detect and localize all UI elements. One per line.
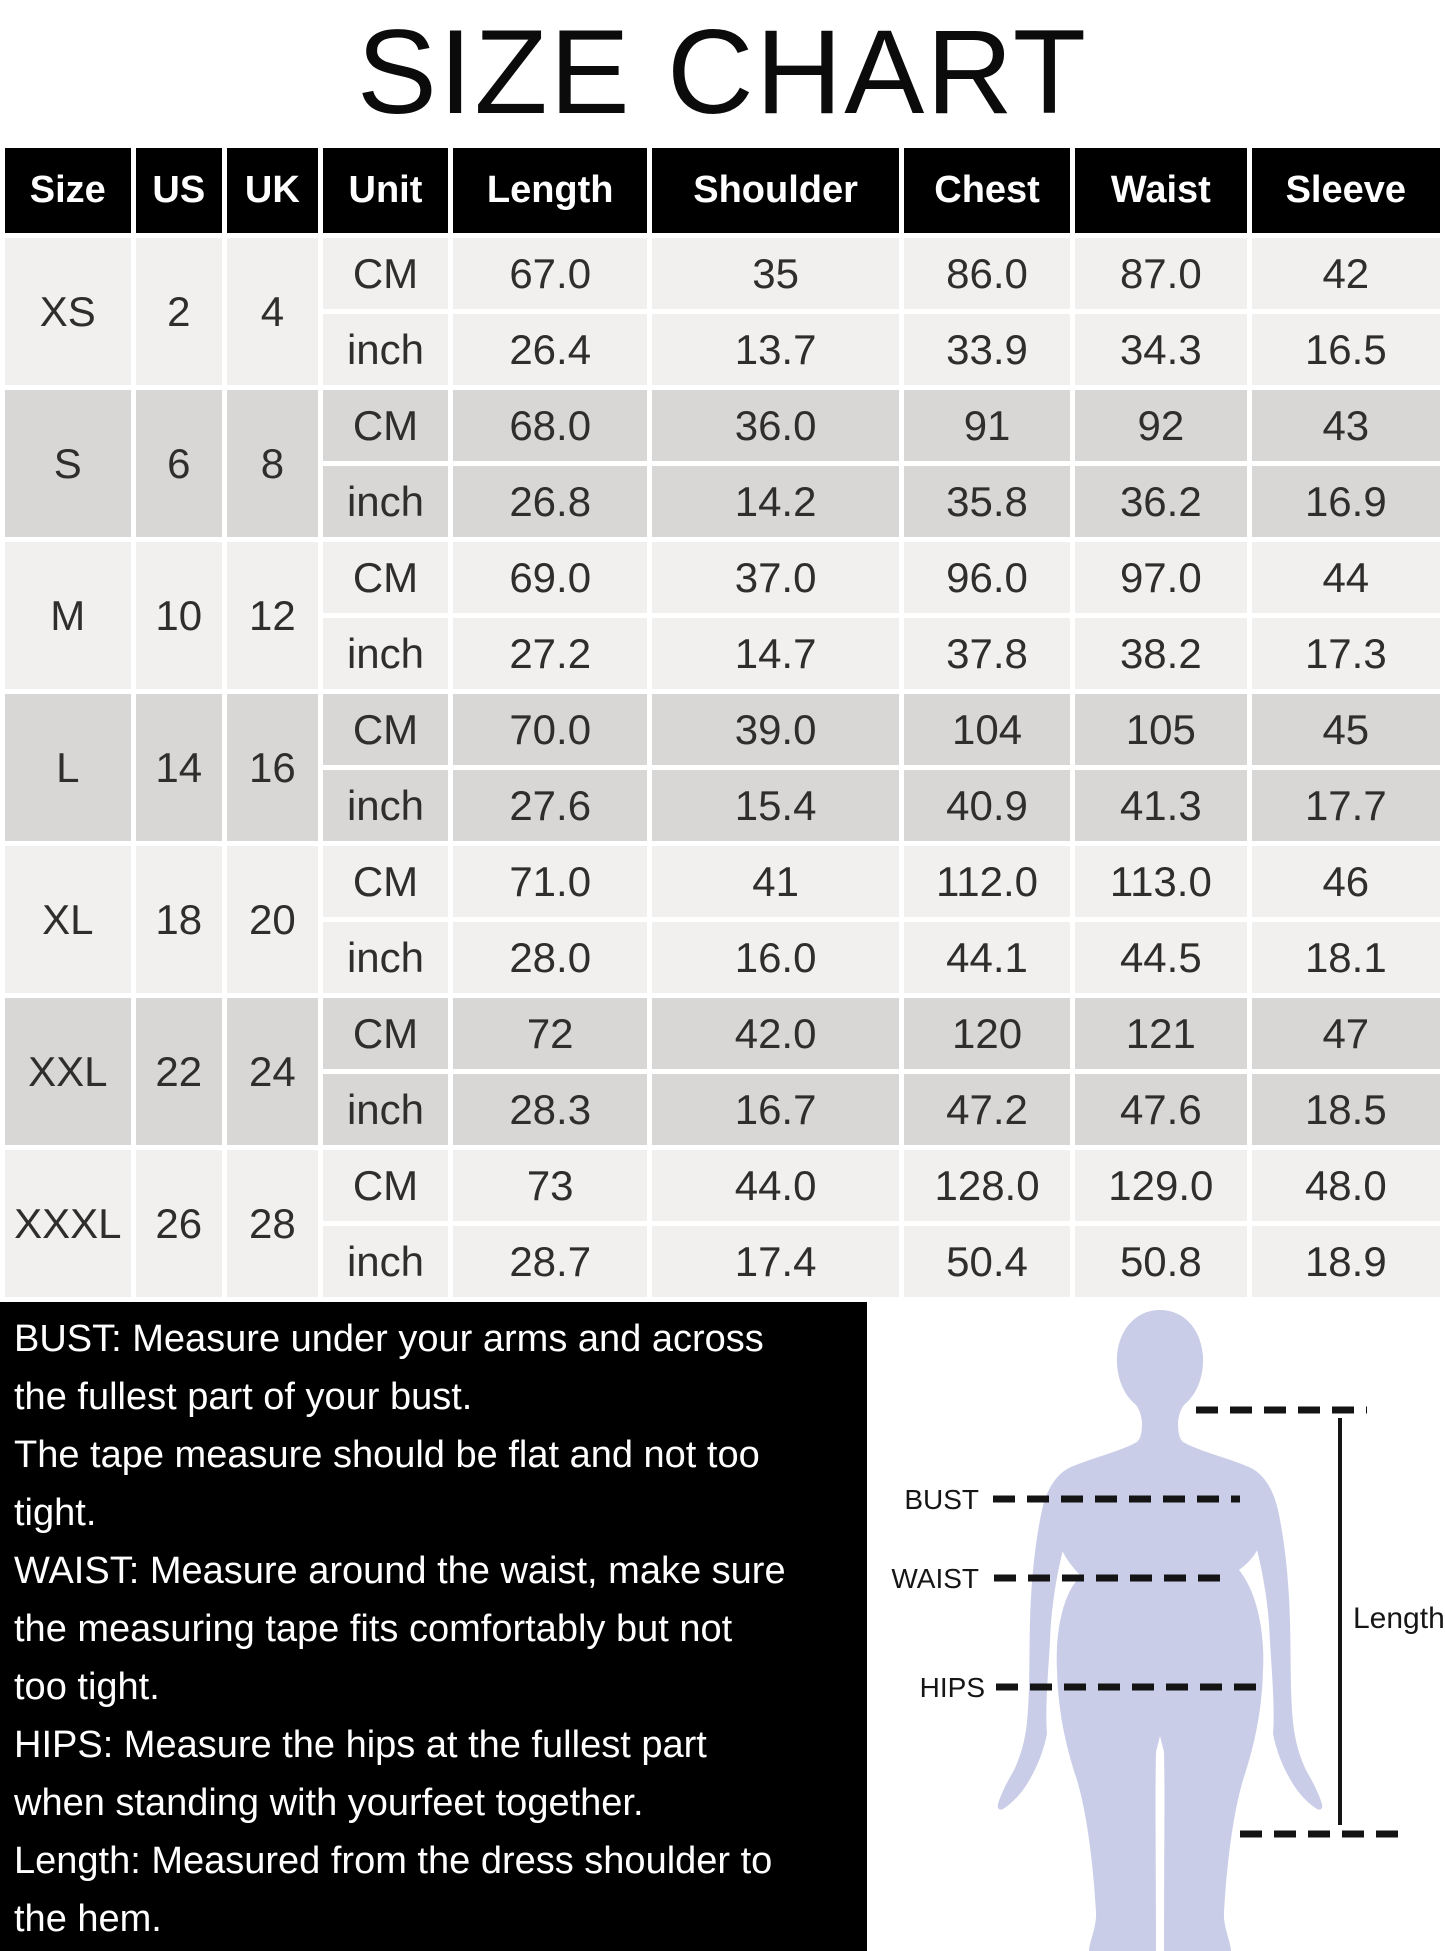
- page-title: SIZE CHART: [356, 4, 1089, 139]
- unit-cell: CM: [323, 846, 449, 917]
- unit-cell: inch: [323, 466, 449, 537]
- instruction-line: the fullest part of your bust.: [14, 1376, 473, 1418]
- column-header-us: US: [136, 148, 222, 233]
- value-cell: 33.9: [904, 314, 1070, 385]
- value-cell: 87.0: [1075, 238, 1247, 309]
- size-cell: M: [5, 542, 131, 689]
- value-cell: 47.6: [1075, 1074, 1247, 1145]
- value-cell: 97.0: [1075, 542, 1247, 613]
- value-cell: 42.0: [652, 998, 899, 1069]
- us-cell: 18: [136, 846, 222, 993]
- table-row: [5, 542, 1440, 613]
- value-cell: 27.2: [453, 618, 647, 689]
- size-cell: XL: [5, 846, 131, 993]
- size-cell: L: [5, 694, 131, 841]
- value-cell: 45: [1252, 694, 1440, 765]
- value-cell: 16.5: [1252, 314, 1440, 385]
- unit-cell: inch: [323, 770, 449, 841]
- value-cell: 26.8: [453, 466, 647, 537]
- column-header-unit: Unit: [323, 148, 449, 233]
- figure-silhouette: [998, 1310, 1323, 1951]
- value-cell: 36.2: [1075, 466, 1247, 537]
- size-cell: S: [5, 390, 131, 537]
- unit-cell: inch: [323, 314, 449, 385]
- us-cell: 14: [136, 694, 222, 841]
- unit-cell: CM: [323, 1150, 449, 1221]
- value-cell: 16.9: [1252, 466, 1440, 537]
- us-cell: 22: [136, 998, 222, 1145]
- instruction-line: The tape measure should be flat and not too: [14, 1434, 760, 1476]
- value-cell: 16.0: [652, 922, 899, 993]
- value-cell: 104: [904, 694, 1070, 765]
- unit-cell: CM: [323, 542, 449, 613]
- value-cell: 105: [1075, 694, 1247, 765]
- value-cell: 96.0: [904, 542, 1070, 613]
- value-cell: 18.5: [1252, 1074, 1440, 1145]
- value-cell: 34.3: [1075, 314, 1247, 385]
- value-cell: 15.4: [652, 770, 899, 841]
- value-cell: 28.0: [453, 922, 647, 993]
- value-cell: 120: [904, 998, 1070, 1069]
- value-cell: 44.0: [652, 1150, 899, 1221]
- value-cell: 18.1: [1252, 922, 1440, 993]
- hips-label: HIPS: [919, 1672, 985, 1703]
- value-cell: 47: [1252, 998, 1440, 1069]
- value-cell: 128.0: [904, 1150, 1070, 1221]
- column-header-uk: UK: [227, 148, 318, 233]
- instruction-line: tight.: [14, 1492, 97, 1534]
- column-header-chest: Chest: [904, 148, 1070, 233]
- value-cell: 37.8: [904, 618, 1070, 689]
- size-cell: XXL: [5, 998, 131, 1145]
- bottom-section: [0, 1302, 1445, 1951]
- value-cell: 42: [1252, 238, 1440, 309]
- value-cell: 92: [1075, 390, 1247, 461]
- size-cell: XS: [5, 238, 131, 385]
- value-cell: 47.2: [904, 1074, 1070, 1145]
- value-cell: 14.2: [652, 466, 899, 537]
- uk-cell: 20: [227, 846, 318, 993]
- value-cell: 28.7: [453, 1226, 647, 1297]
- value-cell: 27.6: [453, 770, 647, 841]
- value-cell: 36.0: [652, 390, 899, 461]
- measurement-instructions: [0, 1302, 867, 1951]
- unit-cell: inch: [323, 1226, 449, 1297]
- column-header-shoulder: Shoulder: [652, 148, 899, 233]
- torso-legs-shape: [1052, 1310, 1268, 1951]
- unit-cell: inch: [323, 618, 449, 689]
- value-cell: 38.2: [1075, 618, 1247, 689]
- value-cell: 67.0: [453, 238, 647, 309]
- instruction-line: too tight.: [14, 1666, 160, 1708]
- value-cell: 41: [652, 846, 899, 917]
- column-header-size: Size: [5, 148, 131, 233]
- value-cell: 68.0: [453, 390, 647, 461]
- value-cell: 16.7: [652, 1074, 899, 1145]
- value-cell: 17.7: [1252, 770, 1440, 841]
- us-cell: 26: [136, 1150, 222, 1297]
- value-cell: 44: [1252, 542, 1440, 613]
- waist-label: WAIST: [891, 1563, 979, 1594]
- value-cell: 17.4: [652, 1226, 899, 1297]
- value-cell: 70.0: [453, 694, 647, 765]
- value-cell: 17.3: [1252, 618, 1440, 689]
- instruction-line: the hem.: [14, 1898, 162, 1940]
- value-cell: 91: [904, 390, 1070, 461]
- value-cell: 69.0: [453, 542, 647, 613]
- table-row: [5, 998, 1440, 1069]
- uk-cell: 12: [227, 542, 318, 689]
- value-cell: 113.0: [1075, 846, 1247, 917]
- value-cell: 28.3: [453, 1074, 647, 1145]
- unit-cell: CM: [323, 998, 449, 1069]
- instruction-line: BUST: Measure under your arms and across: [14, 1318, 764, 1360]
- value-cell: 26.4: [453, 314, 647, 385]
- value-cell: 50.4: [904, 1226, 1070, 1297]
- unit-cell: inch: [323, 922, 449, 993]
- length-label: Length: [1353, 1602, 1445, 1635]
- us-cell: 2: [136, 238, 222, 385]
- unit-cell: inch: [323, 1074, 449, 1145]
- value-cell: 40.9: [904, 770, 1070, 841]
- uk-cell: 16: [227, 694, 318, 841]
- value-cell: 35: [652, 238, 899, 309]
- value-cell: 14.7: [652, 618, 899, 689]
- value-cell: 72: [453, 998, 647, 1069]
- us-cell: 10: [136, 542, 222, 689]
- instruction-line: HIPS: Measure the hips at the fullest part: [14, 1724, 707, 1766]
- us-cell: 6: [136, 390, 222, 537]
- value-cell: 18.9: [1252, 1226, 1440, 1297]
- table-row: [5, 846, 1440, 917]
- instruction-line: the measuring tape fits comfortably but not: [14, 1608, 733, 1650]
- size-cell: XXXL: [5, 1150, 131, 1297]
- value-cell: 43: [1252, 390, 1440, 461]
- instruction-line: Length: Measured from the dress shoulder to: [14, 1840, 773, 1882]
- unit-cell: CM: [323, 390, 449, 461]
- uk-cell: 24: [227, 998, 318, 1145]
- instruction-line: WAIST: Measure around the waist, make sure: [14, 1550, 786, 1592]
- table-header-row: [5, 148, 1440, 233]
- value-cell: 112.0: [904, 846, 1070, 917]
- instruction-line: when standing with yourfeet together.: [14, 1782, 644, 1824]
- value-cell: 37.0: [652, 542, 899, 613]
- size-table: [0, 143, 1445, 1302]
- table-row: [5, 694, 1440, 765]
- value-cell: 48.0: [1252, 1150, 1440, 1221]
- unit-cell: CM: [323, 694, 449, 765]
- value-cell: 121: [1075, 998, 1247, 1069]
- value-cell: 50.8: [1075, 1226, 1247, 1297]
- bust-label: BUST: [904, 1484, 979, 1515]
- value-cell: 35.8: [904, 466, 1070, 537]
- column-header-waist: Waist: [1075, 148, 1247, 233]
- value-cell: 86.0: [904, 238, 1070, 309]
- column-header-sleeve: Sleeve: [1252, 148, 1440, 233]
- uk-cell: 8: [227, 390, 318, 537]
- value-cell: 71.0: [453, 846, 647, 917]
- value-cell: 73: [453, 1150, 647, 1221]
- table-row: [5, 238, 1440, 309]
- value-cell: 129.0: [1075, 1150, 1247, 1221]
- value-cell: 39.0: [652, 694, 899, 765]
- unit-cell: CM: [323, 238, 449, 309]
- body-measurement-diagram: [867, 1302, 1445, 1951]
- value-cell: 44.5: [1075, 922, 1247, 993]
- value-cell: 13.7: [652, 314, 899, 385]
- value-cell: 44.1: [904, 922, 1070, 993]
- table-row: [5, 390, 1440, 461]
- column-header-length: Length: [453, 148, 647, 233]
- table-row: [5, 1150, 1440, 1221]
- body-diagram-svg: [867, 1302, 1445, 1951]
- value-cell: 41.3: [1075, 770, 1247, 841]
- uk-cell: 28: [227, 1150, 318, 1297]
- uk-cell: 4: [227, 238, 318, 385]
- value-cell: 46: [1252, 846, 1440, 917]
